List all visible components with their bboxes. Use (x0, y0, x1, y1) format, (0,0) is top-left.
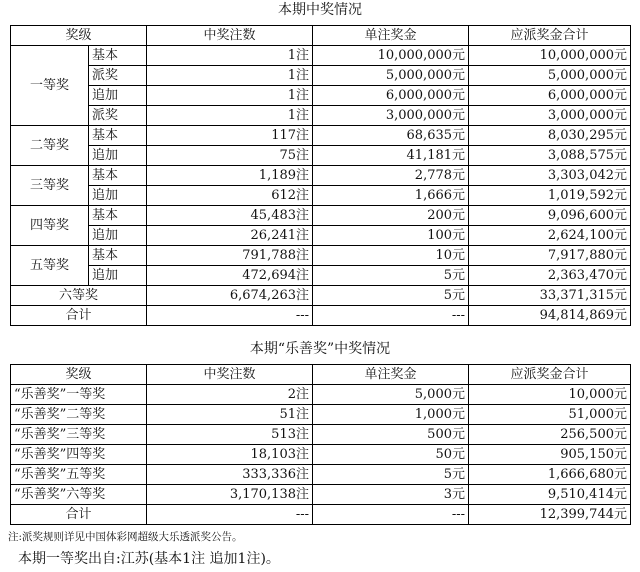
table-row (11, 465, 631, 485)
total-prize: 5,000,000元 (469, 66, 631, 86)
unit-prize: 10,000,000元 (313, 46, 469, 66)
prize-level-name: 四等奖 (11, 206, 89, 246)
unit-prize: 500元 (313, 425, 469, 445)
bet-type: 追加 (89, 226, 147, 246)
prize-level-name: 一等奖 (11, 46, 89, 126)
winner-count: 3,170,138注 (147, 485, 313, 505)
bet-type: 基本 (89, 246, 147, 266)
winner-count: 513注 (147, 425, 313, 445)
winner-count: 1注 (147, 46, 313, 66)
header-prize: 单注奖金 (313, 26, 469, 46)
prize-level-name: “乐善奖”四等奖 (11, 445, 147, 465)
unit-prize: 68,635元 (313, 126, 469, 146)
table-row (11, 266, 631, 286)
prize-level-name: “乐善奖”六等奖 (11, 485, 147, 505)
winner-count: 333,336注 (147, 465, 313, 485)
sum-prize: --- (313, 306, 469, 326)
table-row (11, 146, 631, 166)
winner-count: 472,694注 (147, 266, 313, 286)
prize-level-name: “乐善奖”二等奖 (11, 405, 147, 425)
header-count: 中奖注数 (147, 26, 313, 46)
bet-type: 派奖 (89, 66, 147, 86)
table-row (11, 485, 631, 505)
prize-level-name: “乐善奖”五等奖 (11, 465, 147, 485)
winner-count: 1注 (147, 66, 313, 86)
table-row (11, 286, 631, 306)
main-prize-table (10, 25, 631, 326)
first-prize-origin: 本期一等奖出自:江苏(基本1注 追加1注)。 (18, 551, 280, 567)
sum-total: 12,399,744元 (469, 505, 631, 525)
winner-count: 18,103注 (147, 445, 313, 465)
prize-level-name: 六等奖 (11, 286, 147, 306)
winner-count: 26,241注 (147, 226, 313, 246)
winner-count: 6,674,263注 (147, 286, 313, 306)
winner-count: 1注 (147, 86, 313, 106)
winner-count: 1注 (147, 106, 313, 126)
bet-type: 基本 (89, 206, 147, 226)
total-prize: 3,088,575元 (469, 146, 631, 166)
unit-prize: 6,000,000元 (313, 86, 469, 106)
header-count: 中奖注数 (147, 365, 313, 385)
unit-prize: 5,000,000元 (313, 66, 469, 86)
table-row (11, 66, 631, 86)
total-prize: 9,096,600元 (469, 206, 631, 226)
total-prize: 1,019,592元 (469, 186, 631, 206)
unit-prize: 50元 (313, 445, 469, 465)
sum-count: --- (147, 505, 313, 525)
total-prize: 33,371,315元 (469, 286, 631, 306)
table-row (11, 206, 631, 226)
sum-label: 合计 (11, 306, 147, 326)
prize-level-name: “乐善奖”三等奖 (11, 425, 147, 445)
winner-count: 45,483注 (147, 206, 313, 226)
winner-count: 612注 (147, 186, 313, 206)
table-row (11, 86, 631, 106)
charity-table-title: 本期“乐善奖”中奖情况 (249, 341, 391, 357)
prize-level-name: “乐善奖”一等奖 (11, 385, 147, 405)
total-prize: 905,150元 (469, 445, 631, 465)
table-row (11, 405, 631, 425)
total-prize: 8,030,295元 (469, 126, 631, 146)
total-prize: 256,500元 (469, 425, 631, 445)
total-prize: 3,000,000元 (469, 106, 631, 126)
total-prize: 1,666,680元 (469, 465, 631, 485)
header-total: 应派奖金合计 (469, 26, 631, 46)
bet-type: 派奖 (89, 106, 147, 126)
total-prize: 10,000,000元 (469, 46, 631, 66)
footnote: 注:派奖规则详见中国体彩网超级大乐透派奖公告。 (8, 531, 243, 543)
total-prize: 10,000元 (469, 385, 631, 405)
total-prize: 9,510,414元 (469, 485, 631, 505)
unit-prize: 1,666元 (313, 186, 469, 206)
table-row (11, 106, 631, 126)
total-prize: 3,303,042元 (469, 166, 631, 186)
prize-level-name: 二等奖 (11, 126, 89, 166)
prize-level-name: 三等奖 (11, 166, 89, 206)
unit-prize: 5元 (313, 266, 469, 286)
winner-count: 1,189注 (147, 166, 313, 186)
total-row (11, 306, 631, 326)
charity-prize-table (10, 364, 631, 525)
unit-prize: 3元 (313, 485, 469, 505)
unit-prize: 5元 (313, 286, 469, 306)
unit-prize: 2,778元 (313, 166, 469, 186)
winner-count: 117注 (147, 126, 313, 146)
unit-prize: 5元 (313, 465, 469, 485)
bet-type: 追加 (89, 266, 147, 286)
table-row (11, 226, 631, 246)
header-total: 应派奖金合计 (469, 365, 631, 385)
sum-count: --- (147, 306, 313, 326)
total-row (11, 505, 631, 525)
sum-label: 合计 (11, 505, 147, 525)
header-level: 奖级 (11, 26, 147, 46)
bet-type: 追加 (89, 86, 147, 106)
total-prize: 6,000,000元 (469, 86, 631, 106)
bet-type: 追加 (89, 186, 147, 206)
table-row (11, 425, 631, 445)
winner-count: 51注 (147, 405, 313, 425)
unit-prize: 5,000元 (313, 385, 469, 405)
table-row (11, 46, 631, 66)
table-row (11, 126, 631, 146)
charity-header-row (11, 365, 631, 385)
table-row (11, 246, 631, 266)
main-header-row (11, 26, 631, 46)
table-row (11, 166, 631, 186)
unit-prize: 41,181元 (313, 146, 469, 166)
header-prize: 单注奖金 (313, 365, 469, 385)
winner-count: 2注 (147, 385, 313, 405)
unit-prize: 1,000元 (313, 405, 469, 425)
bet-type: 基本 (89, 166, 147, 186)
table-row (11, 186, 631, 206)
unit-prize: 200元 (313, 206, 469, 226)
total-prize: 7,917,880元 (469, 246, 631, 266)
unit-prize: 3,000,000元 (313, 106, 469, 126)
sum-total: 94,814,869元 (469, 306, 631, 326)
unit-prize: 100元 (313, 226, 469, 246)
main-table-title: 本期中奖情况 (278, 2, 362, 18)
table-row (11, 445, 631, 465)
winner-count: 791,788注 (147, 246, 313, 266)
header-level: 奖级 (11, 365, 147, 385)
table-row (11, 385, 631, 405)
total-prize: 2,624,100元 (469, 226, 631, 246)
prize-level-name: 五等奖 (11, 246, 89, 286)
bet-type: 追加 (89, 146, 147, 166)
bet-type: 基本 (89, 126, 147, 146)
total-prize: 51,000元 (469, 405, 631, 425)
unit-prize: 10元 (313, 246, 469, 266)
total-prize: 2,363,470元 (469, 266, 631, 286)
bet-type: 基本 (89, 46, 147, 66)
sum-prize: --- (313, 505, 469, 525)
winner-count: 75注 (147, 146, 313, 166)
